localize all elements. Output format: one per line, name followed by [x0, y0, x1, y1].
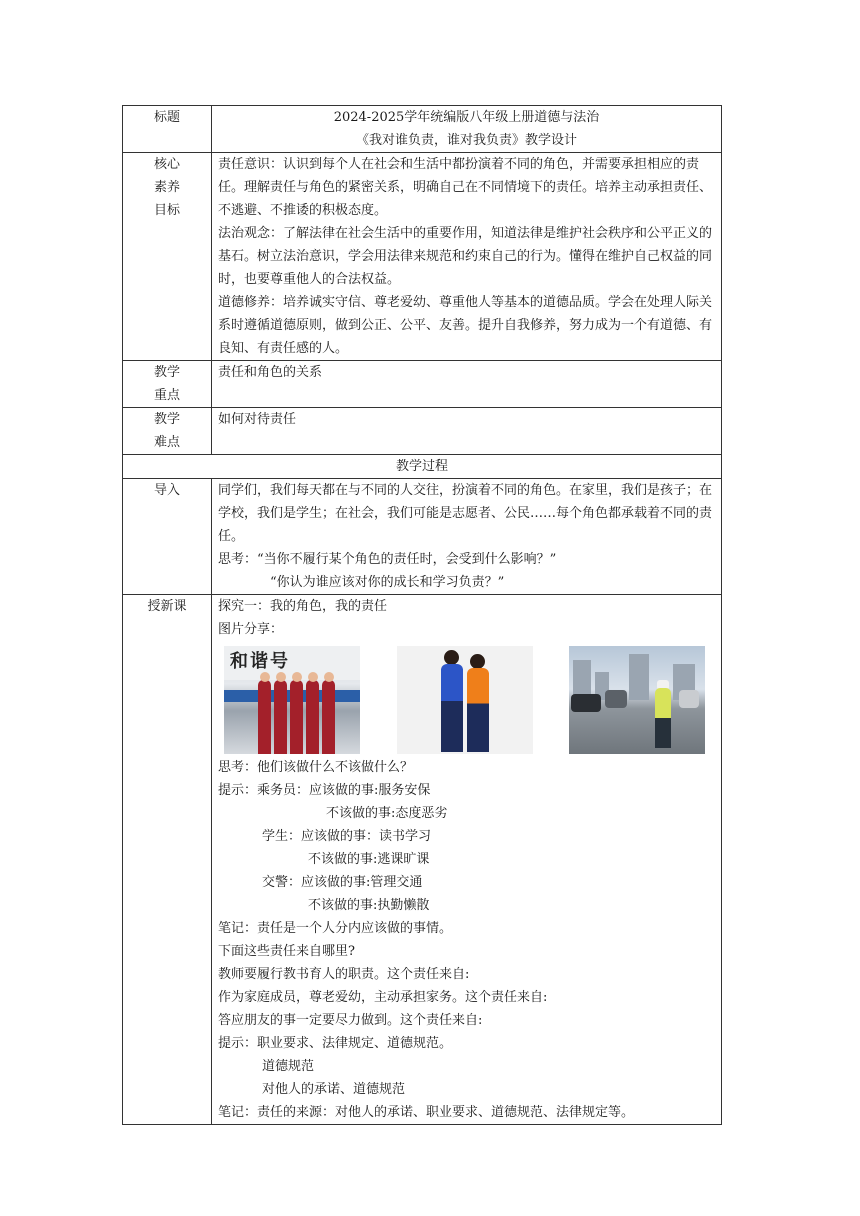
intro-row: [123, 479, 722, 595]
car: [605, 690, 627, 708]
car: [679, 690, 699, 708]
difficulty-label-line: 难点: [153, 435, 180, 450]
police-figure: [655, 688, 671, 748]
difficulty-label-line: 教学: [153, 412, 180, 427]
title-line-1: 2024-2025学年统编版八年级上册道德与法治: [333, 110, 600, 125]
new-lesson-label: 授新课: [123, 595, 212, 1125]
girl-head: [470, 654, 485, 669]
explore-title: 探究一：我的角色，我的责任: [218, 599, 388, 614]
intro-question-1: 思考：“当你不履行某个角色的责任时，会受到什么影响？”: [218, 552, 557, 567]
key-row: [123, 361, 722, 408]
core-label-line: 核心: [153, 157, 180, 172]
key-label: [123, 361, 212, 408]
traffic-police-photo: [569, 646, 705, 754]
key-text: 责任和角色的关系: [212, 361, 722, 408]
new-lesson-row: [123, 595, 722, 1125]
hint-police-not: 不该做的事:执勤懒散: [308, 898, 430, 913]
core-label-line: 目标: [153, 203, 180, 218]
source-question: 下面这些责任来自哪里?: [218, 944, 355, 959]
core-cell: [212, 153, 722, 361]
attendant-head: [324, 672, 334, 682]
think-question: 思考：他们该做什么不该做什么？: [218, 760, 414, 775]
girl-figure: [467, 668, 489, 752]
core-row: [123, 153, 722, 361]
intro-label: 导入: [123, 479, 212, 595]
title-row: [123, 106, 722, 153]
attendant-head: [292, 672, 302, 682]
attendant-figure: [258, 680, 271, 754]
photo-share-label: 图片分享：: [218, 622, 284, 637]
key-label-line: 教学: [153, 365, 180, 380]
photo-row: [218, 641, 715, 756]
process-header-row: [123, 455, 722, 479]
hint-student: 学生：应该做的事：读书学习: [262, 829, 432, 844]
train-attendants-photo: [224, 646, 360, 754]
hint-police: 交警：应该做的事:管理交通: [262, 875, 423, 890]
title-label: 标题: [123, 106, 212, 153]
hint-attendant: 提示：乘务员：应该做的事:服务安保: [218, 783, 431, 798]
lesson-plan-table: [122, 105, 722, 1125]
note-2: 笔记：责任的来源：对他人的承诺、职业要求、道德规范、法律规定等。: [218, 1105, 635, 1120]
source-question-3: 答应朋友的事一定要尽力做到。这个责任来自:: [218, 1013, 483, 1028]
title-cell: [212, 106, 722, 153]
building: [629, 654, 649, 700]
students-photo: [397, 646, 533, 754]
train-sign: 和谐号: [230, 651, 290, 672]
boy-figure: [441, 664, 463, 752]
boy-head: [444, 650, 459, 665]
note-1: 笔记：责任是一个人分内应该做的事情。: [218, 921, 453, 936]
difficulty-text: 如何对待责任: [212, 408, 722, 455]
new-lesson-cell: [212, 595, 722, 1125]
source-question-2: 作为家庭成员，尊老爱幼，主动承担家务。这个责任来自:: [218, 990, 548, 1005]
difficulty-row: [123, 408, 722, 455]
hint-attendant-not: 不该做的事:态度恶劣: [326, 806, 448, 821]
intro-paragraph: 同学们，我们每天都在与不同的人交往，扮演着不同的角色。在家里，我们是孩子；在学校，我们是学生；在社会，我们可能是志愿者、公民……每个角色都承载着不同的责任。: [218, 483, 713, 544]
core-paragraph: 责任意识：认识到每个人在社会和生活中都扮演着不同的角色，并需要承担相应的责任。理解责任与角色的紧密关系，明确自己在不同情境下的责任。培养主动承担责任、不逃避、不推诿的积极态度。: [218, 157, 713, 218]
attendant-figure: [322, 680, 335, 754]
attendant-head: [308, 672, 318, 682]
hint-sources-2: 道德规范: [262, 1059, 315, 1074]
attendant-figure: [290, 680, 303, 754]
core-label-line: 素养: [153, 180, 180, 195]
hint-student-not: 不该做的事:逃课旷课: [308, 852, 430, 867]
car: [571, 694, 601, 712]
title-line-2: 《我对谁负责，谁对我负责》教学设计: [355, 133, 577, 148]
hint-sources-3: 对他人的承诺、道德规范: [262, 1082, 406, 1097]
difficulty-label: [123, 408, 212, 455]
core-paragraph: 道德修养：培养诚实守信、尊老爱幼、尊重他人等基本的道德品质。学会在处理人际关系时遵循道德原则，做到公正、公平、友善。提升自我修养，努力成为一个有道德、有良知、有责任感的人。: [218, 295, 713, 356]
attendant-figure: [306, 680, 319, 754]
source-question-1: 教师要履行教书育人的职责。这个责任来自:: [218, 967, 470, 982]
process-header: 教学过程: [123, 455, 722, 479]
core-label: [123, 153, 212, 361]
core-paragraph: 法治观念：了解法律在社会生活中的重要作用，知道法律是维护社会秩序和公平正义的基石。树立法治意识，学会用法律来规范和约束自己的行为。懂得在维护自己权益的同时，也要尊重他人的合法权益。: [218, 226, 713, 287]
key-label-line: 重点: [153, 388, 180, 403]
intro-question-2: “你认为谁应该对你的成长和学习负责？”: [270, 575, 505, 590]
attendant-figure: [274, 680, 287, 754]
attendant-head: [260, 672, 270, 682]
intro-cell: [212, 479, 722, 595]
hint-sources: 提示：职业要求、法律规定、道德规范。: [218, 1036, 453, 1051]
attendant-head: [276, 672, 286, 682]
